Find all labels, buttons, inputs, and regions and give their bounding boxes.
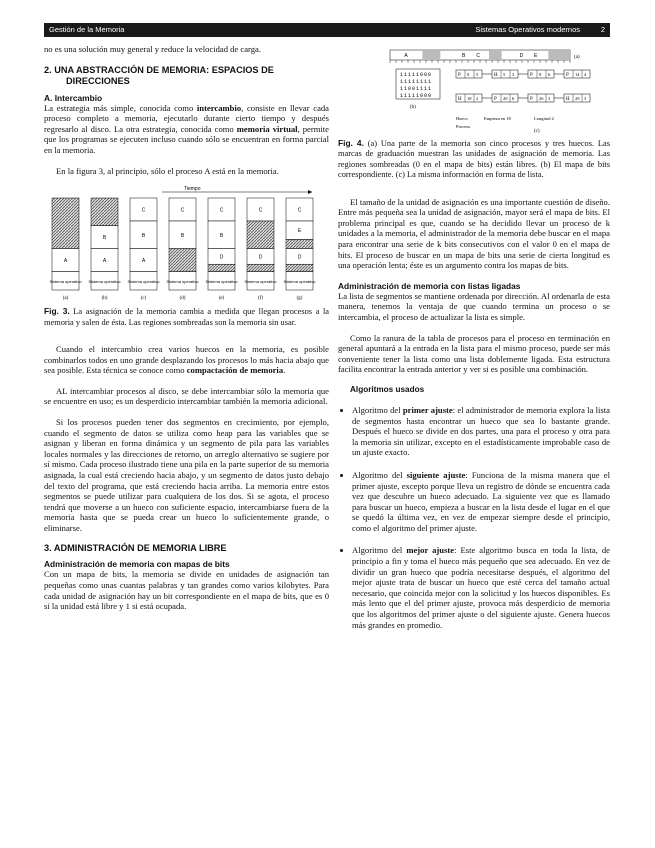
algorithms-title: Algoritmos usados — [350, 384, 425, 394]
paragraph-bitmap: Con un mapa de bits, la memoria se divide en unidades de asignación tan pequeñas como unas cuantas palabras y tan grandes como varios kilobytes. Para cada unidad de asignación hay un bit correspondiente en el mapa de bits, que es 0 si la unidad está libre y 1 si está ocupada. — [44, 569, 329, 612]
figure-3-caption: Fig. 3. La asignación de la memoria cambia a medida que llegan procesos a la memoria y salen de ésta. Las regiones sombreadas son la memoria sin usar. — [44, 306, 329, 327]
node-length: 4 — [584, 72, 587, 77]
left-column — [44, 44, 329, 612]
process-label: B — [219, 232, 224, 239]
linked-list-subsection-title: Administración de memoria con listas ligadas — [338, 280, 521, 291]
algorithm-first-fit: • Algoritmo del primer ajuste: el administrador de memoria explora la lista de segmentos hasta encontrar un hueco que sea lo bastante grande. Después el hueco se divide en dos partes, una para el proceso y otra para la memoria sin utilizar, excepto en el estadísticamente improbable caso de un ajuste exacto. — [352, 405, 610, 458]
bitmap-row: 11111111 — [400, 79, 433, 85]
panel-label: (c) — [140, 296, 147, 302]
hole-label: Hueco — [456, 116, 468, 121]
node-start: 26 — [539, 96, 544, 101]
process-label: B — [141, 232, 146, 239]
algorithm-best-fit: • Algoritmo del mejor ajuste: Este algoritmo busca en toda la lista, de principio a fin y toma el hueco más pequeño que sea adecuado. En vez de dividir un gran hueco que podría necesitarse después, el algoritmo del mejor ajuste trata de buscar un hueco que esté cerca del tamaño actual necesario, que coincida mejor con la solicitud y los huecos disponibles. Es más lento que el del primer ajuste, provoca más desperdicio de memoria que los algoritmos del primer ajuste o del siguiente ajuste. Genera huecos más grandes en promedio. — [352, 545, 610, 630]
header-book-title: Sistemas Operativos modernos — [475, 25, 580, 34]
process-label: A — [63, 258, 68, 265]
memory-hole — [91, 198, 118, 226]
bitmap-subsection-title: Administración de memoria con mapas de bits — [44, 559, 230, 570]
time-arrow-head — [308, 190, 312, 194]
paragraph-growing-segments: Si los procesos pueden tener dos segmentos en crecimiento, por ejemplo, cuando el segmento de datos se utiliza como heap para las variables que se asignan y liberan en forma dinámica y un segmento de pila para las variables locales normales y las direcciones de retorno, un arreglo alternativo se sugiere por sí mismo. Cada proceso ilustrado tiene una pila en la parte superior de su memoria asignada, la cual está creciendo hacia abajo, y un segmento de datos justo debajo del texto del programa, que está creciendo hacia arriba. La memoria entre estos segmentos se puede utilizar para cualquiera de los dos. Si se agota, el proceso tendrá que moverse a un hueco con suficiente espacio, intercambiarse fuera de la memoria hasta que se pueda crear un hueco lo suficientemente grande, o eliminarse. — [44, 416, 329, 533]
node-type: H — [458, 97, 462, 102]
os-label: Sistema operativo — [88, 278, 121, 284]
node-length: 2 — [476, 96, 479, 101]
node-start: 5 — [503, 72, 506, 77]
starts-label: Empieza en 18 — [484, 116, 511, 121]
panel-label: (e) — [218, 296, 225, 302]
node-start: 14 — [575, 72, 580, 77]
figure-4 — [338, 44, 610, 138]
node-length: 3 — [512, 72, 515, 77]
process-label: D — [297, 254, 302, 261]
paragraph-linked-list: La lista de segmentos se mantiene ordenada por dirección. Al ordenarla de esta manera, tenemos la ventaja de que cuando termina un proceso o se intercambia, el proceso de actualizar la lista es simple. — [338, 290, 610, 322]
process-label: D — [258, 254, 263, 261]
algorithm-next-fit: • Algoritmo del siguiente ajuste: Funciona de la misma manera que el primer ajuste, excepto porque lleva un registro de dónde se encuentra cada vez que descubre un hueco adecuado. La siguiente vez que es llamado para buscar un hueco, empieza a buscar en la lista desde el lugar en el que se quedó la última vez, en vez de empezar siempre desde el principio, como el algoritmo del primer ajuste. — [352, 470, 610, 534]
paragraph-figure-ref: En la figura 3, al principio, sólo el proceso A está en la memoria. — [56, 165, 279, 176]
node-length: 5 — [476, 72, 479, 77]
subsection-a-title: A. Intercambio — [44, 92, 103, 103]
os-label: Sistema operativo — [127, 278, 160, 284]
process-letter: D — [519, 53, 524, 59]
node-start: 18 — [467, 96, 472, 101]
node-type: P — [566, 73, 569, 78]
process-label: C — [141, 207, 146, 214]
panel-label: (b) — [101, 296, 108, 302]
right-column — [338, 44, 610, 642]
node-length: 6 — [548, 72, 551, 77]
subfigure-label-c: (c) — [534, 129, 540, 134]
os-label: Sistema operativo — [166, 278, 199, 284]
process-letter: C — [476, 53, 481, 59]
os-label: Sistema operativo — [49, 278, 82, 284]
subfigure-label-a: (a) — [574, 55, 580, 60]
process-letter: E — [534, 53, 538, 59]
process-label: B — [102, 235, 107, 242]
time-axis-label: Tiempo — [184, 186, 201, 193]
process-label: C — [258, 207, 263, 214]
memory-hole — [489, 50, 502, 60]
page-header — [44, 23, 610, 37]
header-chapter: Gestión de la Memoria — [49, 25, 125, 34]
panel-label: (d) — [179, 296, 186, 302]
process-label: E — [297, 228, 302, 235]
os-label: Sistema operativo — [205, 278, 238, 284]
paragraph-swap-used: AL intercambiar procesos al disco, se debe intercambiar sólo la memoria que se encuentre en uso; es un desperdicio intercambiar también la memoria adicional. — [44, 385, 329, 407]
process-label: C — [219, 207, 224, 214]
paragraph-double-linked: Como la ranura de la tabla de procesos para el proceso en terminación en general apuntará a la entrada en la lista para el mismo proceso, puede ser más conveniente tener la lista como una lista doblemente ligada. Esta estructura facilita encontrar la entrada anterior y ver si es posible una combinación. — [338, 332, 610, 375]
figure-4-diagram — [338, 44, 610, 138]
paragraph-swapping: La estrategia más simple, conocida como intercambio, consiste en llevar cada proceso completo a memoria, ejecutarlo durante cierto tiempo y después regresarlo al disco. La otra estrategia, conocida como memoria virtual, permite que los programas se ejecuten incluso cuando sólo se encuentran en forma parcial en la memoria. — [44, 102, 329, 155]
process-label: A — [102, 258, 107, 265]
node-length: 3 — [584, 96, 587, 101]
memory-hole — [286, 240, 313, 249]
memory-hole — [548, 50, 570, 60]
node-type: P — [458, 73, 461, 78]
memory-hole — [286, 264, 313, 271]
node-type: P — [494, 97, 497, 102]
process-label: B — [180, 232, 185, 239]
algorithms-list — [338, 405, 610, 630]
panel-label: (g) — [296, 296, 303, 302]
paragraph-allocation-unit: El tamaño de la unidad de asignación es una importante cuestión de diseño. Entre más pequeña sea la unidad de asignación, mayor será el mapa de bits. El problema principal es que, cuando se ha decidido llevar un proceso de k unidades a la memoria, el administrador de la memoria debe buscar en el mapa para encontrar una serie de k bits consecutivos con el valor 0 en el mapa de bits. El proceso de buscar en un mapa de bits una serie de cierta longitud es una operación lenta; éste es un argumento contra los mapas de bits. — [338, 196, 610, 271]
memory-hole — [208, 264, 235, 271]
memory-hole — [247, 264, 274, 271]
node-start: 8 — [539, 72, 542, 77]
bitmap-row: 11111000 — [400, 72, 433, 78]
bitmap-row: 11001111 — [400, 86, 433, 92]
panel-label: (f) — [258, 296, 263, 302]
paragraph-compaction: Cuando el intercambio crea varios huecos en la memoria, es posible combinarlos todos en uno grande desplazando los procesos lo más hacia abajo que sea posible. Esta técnica se conoce como compactación de memoria. — [44, 343, 329, 376]
os-label: Sistema operativo — [283, 278, 316, 284]
length-label: Longitud 2 — [534, 116, 554, 121]
section-2-title: 2. UNA ABSTRACCIÓN DE MEMORIA: ESPACIOS DE DIRECCIONES — [44, 64, 274, 86]
section-3-title: 3. ADMINISTRACIÓN DE MEMORIA LIBRE — [44, 543, 227, 554]
node-type: P — [530, 97, 533, 102]
memory-hole — [169, 249, 196, 272]
process-label: Proceso — [456, 124, 471, 129]
page-number: 2 — [600, 25, 605, 34]
process-label: C — [297, 207, 302, 214]
memory-hole — [52, 198, 79, 249]
node-start: 0 — [467, 72, 470, 77]
figure-3-diagram — [44, 176, 329, 304]
figure-3 — [44, 176, 329, 306]
process-letter: A — [404, 53, 408, 59]
process-label: A — [141, 258, 146, 265]
memory-hole — [422, 50, 440, 60]
node-start: 29 — [575, 96, 580, 101]
memory-hole — [247, 221, 274, 249]
node-length: 6 — [512, 96, 515, 101]
node-start: 20 — [503, 96, 508, 101]
figure-3-panels — [49, 198, 316, 301]
bitmap-row: 11111000 — [400, 93, 433, 99]
os-label: Sistema operativo — [244, 278, 277, 284]
node-type: P — [530, 73, 533, 78]
subfigure-label-b: (b) — [410, 105, 416, 110]
node-type: H — [566, 97, 570, 102]
panel-label: (a) — [62, 296, 69, 302]
process-letter: B — [462, 53, 466, 59]
node-type: H — [494, 73, 498, 78]
figure-4-caption: Fig. 4. (a) Una parte de la memoria son cinco procesos y tres huecos. Las marcas de graduación muestran las unidades de asignación de memoria. Las regiones sombreadas (0 en el mapa de bits) están libres. (b) El mapa de bits correspondiente. (c) La misma información en forma de lista. — [338, 138, 610, 180]
figure-4-content — [390, 50, 590, 134]
process-label: C — [180, 207, 185, 214]
intro-text: no es una solución muy general y reduce la velocidad de carga. — [44, 44, 261, 54]
process-label: D — [219, 254, 224, 261]
node-length: 3 — [548, 96, 551, 101]
